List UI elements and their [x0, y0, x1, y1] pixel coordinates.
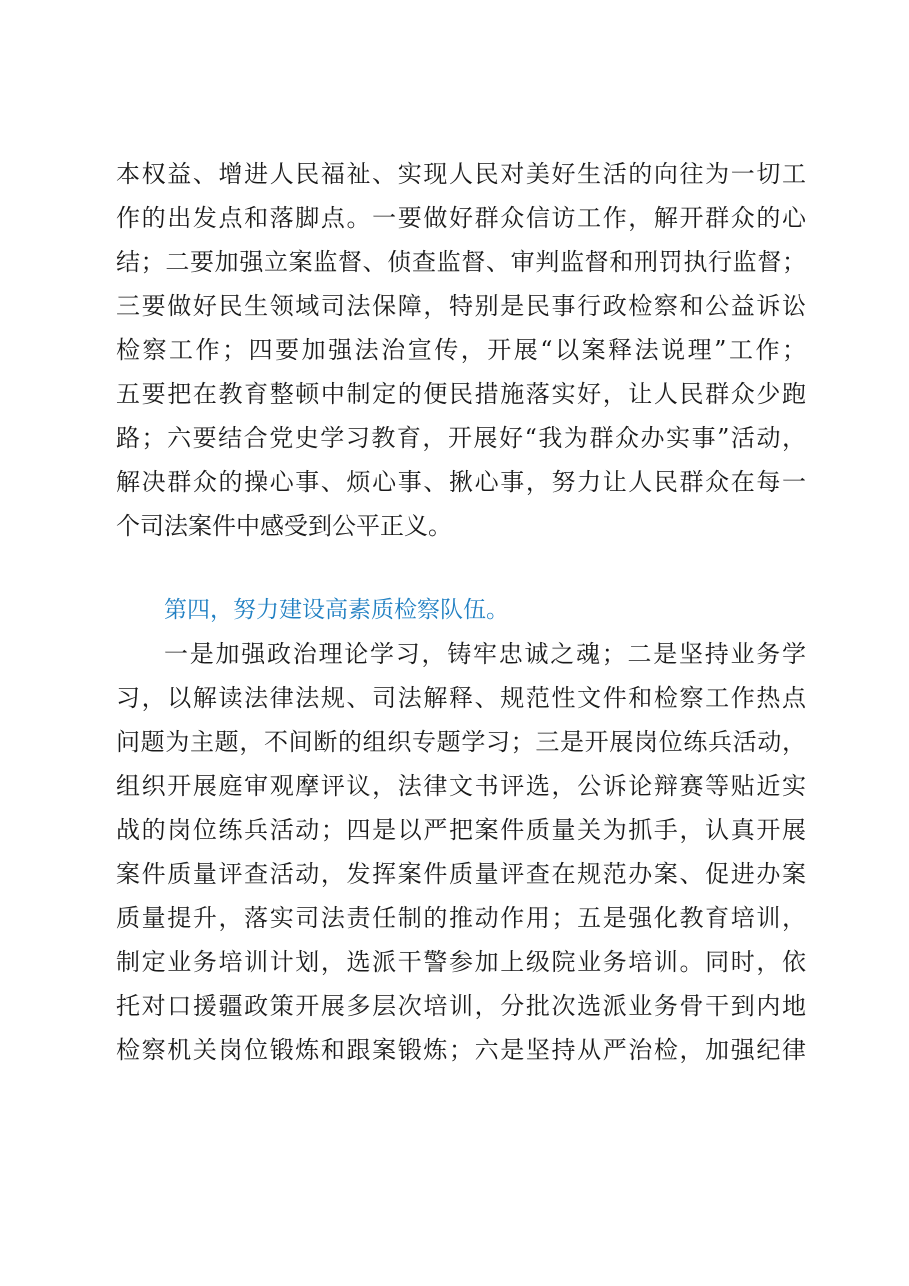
- paragraph-1-line: 五要把在教育整顿中制定的便民措施落实好，让人民群众少跑: [116, 380, 806, 408]
- paragraph-1-line: 解决群众的操心事、烦心事、揪心事，努力让人民群众在每一: [116, 468, 806, 496]
- paragraph-2-line: 一是加强政治理论学习，铸牢忠诚之魂；二是坚持业务学: [164, 640, 806, 668]
- paragraph-1-line: 路；六要结合党史学习教育，开展好“我为群众办实事”活动，: [116, 424, 806, 452]
- paragraph-2: [116, 632, 806, 1072]
- paragraph-1-line: 检察工作；四要加强法治宣传，开展“以案释法说理”工作；: [116, 336, 806, 364]
- paragraph-2-line: 制定业务培训计划，选派干警参加上级院业务培训。同时，依: [116, 948, 806, 976]
- paragraph-1-line: 三要做好民生领域司法保障，特别是民事行政检察和公益诉讼: [116, 292, 806, 320]
- paragraph-2-line: 组织开展庭审观摩评议，法律文书评选，公诉论辩赛等贴近实: [116, 772, 806, 800]
- paragraph-1-line: 本权益、增进人民福祉、实现人民对美好生活的向往为一切工: [116, 160, 806, 188]
- paragraph-2-line: 战的岗位练兵活动；四是以严把案件质量关为抓手，认真开展: [116, 816, 806, 844]
- section-heading-block: [164, 588, 854, 632]
- paragraph-1-line: 个司法案件中感受到公平正义。: [116, 512, 452, 540]
- paragraph-2-line: 托对口援疆政策开展多层次培训，分批次选派业务骨干到内地: [116, 992, 806, 1020]
- paragraph-2-line: 案件质量评查活动，发挥案件质量评查在规范办案、促进办案: [116, 860, 806, 888]
- paragraph-1-line: 结；二要加强立案监督、侦查监督、审判监督和刑罚执行监督；: [116, 248, 806, 276]
- paragraph-2-line: 习，以解读法律法规、司法解释、规范性文件和检察工作热点: [116, 684, 806, 712]
- paragraph-2-line: 检察机关岗位锻炼和跟案锻炼；六是坚持从严治检，加强纪律: [116, 1036, 806, 1064]
- paragraph-1-line: 作的出发点和落脚点。一要做好群众信访工作，解开群众的心: [116, 204, 806, 232]
- paragraph-2-line: 质量提升，落实司法责任制的推动作用；五是强化教育培训，: [116, 904, 806, 932]
- section-heading: 第四，努力建设高素质检察队伍。: [164, 597, 509, 623]
- paragraph-2-line: 问题为主题，不间断的组织专题学习；三是开展岗位练兵活动，: [116, 728, 806, 756]
- paragraph-1: [116, 152, 806, 548]
